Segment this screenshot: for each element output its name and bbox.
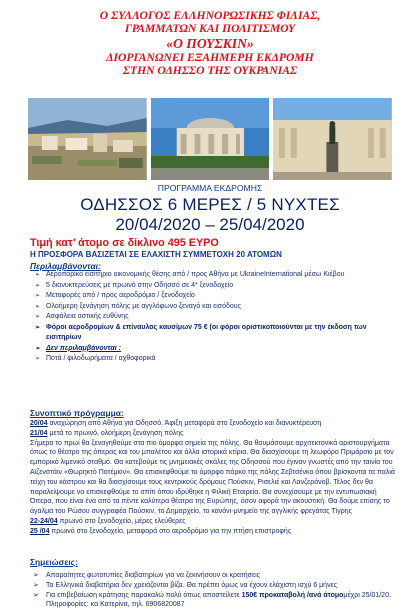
schedule-description: Σήμερα το πρωί θα ξεναγηθούμε στα πιο όμορφα σημεία της πόλης. Θα θαυμάσουμε αρχιτεκτονικά αριστουργήματα όπως το θέατρο της όπερας και του μπαλέτου και άλλα ιστορικά κτίρια. Θα διασχίσουμε τη λεωφόρο Πριμόρσκι με τον εμπορικό λιμενικό σταθμό. Θα κατεβούμε τις μνημειακές σκάλες της Οδησσού που έγιναν γνωστές από την ταινία του Αϊζενστάιν «Θωρηκτό Ποτέμκιν». Θα επισκεφθούμε το όμορφο πάρκο της πόλης Σεβτσένκο όπου βρίσκονται τα παλιά τείχη του κάστρου και θα διασχίσουμε τους κεντρικούς δρόμους Πούσκιν, Ρισελιέ και Λανζερόνοβ. Τέλος δεν θα παραλείψουμε να επισκεφθούμε το σπίτι όπου ιδρύθηκε η Φιλική Εταιρεία. Θα συνεχίσουμε με την εντυπωσιακή Όπερα, που είναι ένα από τα πέντε καλύτερα θέατρα της Ευρώπης, όσον αφορά την ακουστική. Θα δούμε επίσης το άγαλμα του Ρώσου συγγραφέα Πούσκιν, το Δημαρχείο, το κανόνι-μνημείο της αγγλικής φρεγάτας Τίγρης [30, 439, 395, 516]
list-item: ➢ Αεροπορικό εισιτήριο οικονομικής θέσης από / προς Αθήνα με UkraineInternational μέσω Κιέβου [30, 270, 400, 281]
list-item: ➢ Ποτά / φιλοδωρήματα / αχθοφορικά [30, 354, 400, 365]
arrow-bullet-icon: ➢ [35, 314, 41, 320]
not-included-title: ➢ Δεν περιλαμβάνονται : [30, 344, 400, 355]
header-line-3: «Ο ΠΟΥΣΚΙΝ» [166, 35, 254, 51]
program-label: ΠΡΟΓΡΑΜΜΑ ΕΚΔΡΟΜΗΣ [157, 183, 263, 193]
header-line-5: ΣΤΗΝ ΟΔΗΣΣΟ ΤΗΣ ΟΥΚΡΑΝΙΑΣ [122, 64, 298, 78]
arrow-bullet-icon: ➢ [33, 581, 39, 589]
arrow-bullet-icon: ➢ [35, 293, 41, 299]
list-item: ➢ Φόροι αεροδρομίων & επίναυλος καυσίμων 75 € (οι φόροι οριστικοποιούνται με την έκδοση των εισιτηρίων [35, 323, 367, 341]
list-item: ➢ Μεταφορές από / προς αεροδρόμιο / ξενοδοχείο [30, 291, 400, 302]
list-item: ➢ Ολοήμερη ξενάγηση πόλης με αγγλόφωνο ξεναγό και εισόδους [30, 302, 400, 313]
arrow-bullet-icon: ➢ [35, 324, 41, 331]
includes-list [30, 270, 400, 365]
list-item: ➢ 5 διανυκτερεύσεις με πρωινό στην Οδησσό σε 4* ξενοδοχείο [30, 281, 400, 292]
arrow-bullet-icon: ➢ [35, 282, 41, 289]
price-per-person: Τιμή κατ’ άτομο σε δίκλινο 495 ΕΥΡΟ [30, 237, 219, 249]
arrow-bullet-icon: ➢ [33, 591, 39, 599]
header-line-1: Ο ΣΥΛΛΟΓΟΣ ΕΛΛΗΝΟΡΩΣΙΚΗΣ ΦΙΛΙΑΣ, [99, 9, 321, 22]
offer-condition: Η ΠΡΟΣΦΟΡΑ ΒΑΣΙΖΕΤΑΙ ΣΕ ΕΛΑΧΙΣΤΗ ΣΥΜΜΕΤΟΧΗ 20 ΑΤΟΜΩΝ [30, 250, 282, 259]
arrow-bullet-icon: ➢ [35, 272, 41, 278]
schedule-day: 25 /04 πρωινό στο ξενοδοχείο, μεταφορά στο αεροδρόμιο για την πτήση επιστροφής [30, 527, 292, 535]
list-item: ➢ Για επιβεβαίωση κράτησης παρακαλώ πολύ όπως αποστείλετε 150€ προκαταβολή /ανά άτομομέχρι 25/01/20. Πληροφορίες: κα Κατερίνα, τηλ. 6906820087 [33, 591, 391, 609]
list-item: ➢ Τα Ελληνικά διαβατήρια δεν χρειάζονται βίζα. Θα πρέπει όμως να έχουν ελάχιστη ισχύ 6 μήνες [33, 581, 338, 589]
photo-opera-theatre [151, 98, 270, 180]
includes-title: Περιλαμβάνονται: [30, 261, 101, 271]
schedule-day: 21/04 μετά το πρωινό, ολοήμερη ξενάγηση πόλης [30, 429, 184, 437]
notes-title: Σημειώσεις: [30, 557, 78, 567]
photo-duke-monument [273, 98, 392, 180]
organizer-header [0, 0, 420, 78]
trip-dates: 20/04/2020 – 25/04/2020 [115, 215, 305, 234]
schedule-title: Συνοπτικό πρόγραμμα: [30, 408, 124, 418]
arrow-bullet-icon: ➢ [35, 303, 41, 310]
list-item: ➢ Απαραίτητες φωτοτυπίες διαβατηρίων για να ξεκινήσουν οι κρατήσεις [33, 572, 261, 579]
list-item: ➢ Ασφάλεια αστικής ευθύνης [30, 312, 400, 323]
schedule-day: 22-24/04 πρωινό στο ξενοδοχείο, μέρες ελεύθερες [30, 517, 186, 525]
arrow-bullet-icon: ➢ [35, 345, 41, 352]
arrow-bullet-icon: ➢ [35, 356, 41, 362]
notes-list [30, 571, 400, 610]
photo-aerial-city [28, 98, 147, 180]
header-line-2: ΓΡΑΜΜΑΤΩΝ ΚΑΙ ΠΟΛΙΤΙΣΜΟΥ [124, 22, 296, 36]
photo-strip [28, 98, 392, 180]
header-line-4: ΔΙΟΡΓΑΝΩΝΕΙ ΕΞΑΗΜΕΡΗ ΕΚΔΡΟΜΗ [106, 50, 314, 64]
schedule-body [30, 419, 396, 537]
trip-headline: ΟΔΗΣΣΟΣ 6 ΜΕΡΕΣ / 5 ΝΥΧΤΕΣ [80, 195, 340, 214]
schedule-day: 20/04 αναχώρηση από Αθήνα για Οδησσό. Άφιξη μεταφορά στο ξενοδοχείο και διανυκτέρευση [30, 420, 322, 427]
arrow-bullet-icon: ➢ [33, 572, 39, 579]
